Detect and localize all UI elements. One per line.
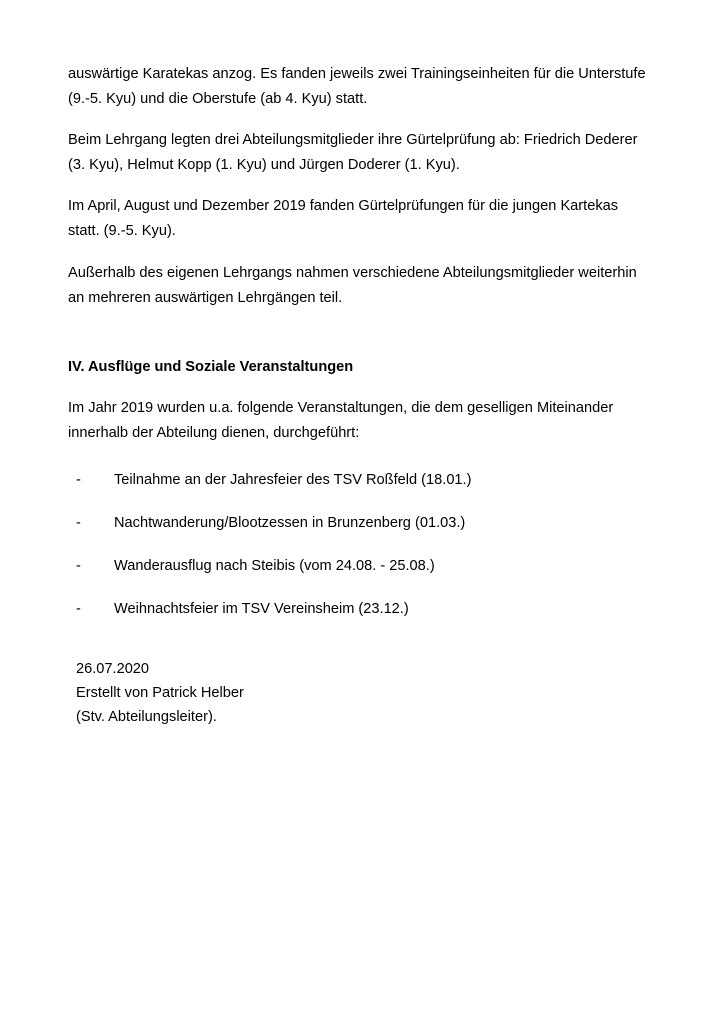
bullet-marker-icon: -: [76, 472, 81, 489]
list-item-label: Nachtwanderung/Blootzessen in Brunzenberg (01.03.): [114, 515, 466, 532]
list-item: [76, 597, 650, 622]
bullet-marker-icon: -: [76, 515, 81, 532]
paragraph-continuation: auswärtige Karatekas anzog. Es fanden jeweils zwei Trainingseinheiten für die Unterstufe (9.-5. Kyu) und die Oberstufe (ab 4. Kyu) statt.: [68, 66, 646, 108]
signature-author: Erstellt von Patrick Helber: [76, 685, 244, 702]
signature-block: [68, 658, 650, 729]
paragraph-external-seminars: Außerhalb des eigenen Lehrgangs nahmen verschiedene Abteilungsmitglieder weiterhin an mehreren auswärtigen Lehrgängen teil.: [68, 264, 637, 306]
signature-date: 26.07.2020: [76, 661, 150, 678]
paragraph-events-intro: Im Jahr 2019 wurden u.a. folgende Veranstaltungen, die dem geselligen Miteinander innerhalb der Abteilung dienen, durchgeführt:: [68, 399, 614, 441]
events-list: [68, 468, 650, 622]
list-item-label: Teilnahme an der Jahresfeier des TSV Roßfeld (18.01.): [114, 472, 472, 489]
paragraph-belt-exams: Beim Lehrgang legten drei Abteilungsmitglieder ihre Gürtelprüfung ab: Friedrich Dederer (3. Kyu), Helmut Kopp (1. Kyu) und Jürgen Doderer (1. Kyu).: [68, 132, 638, 174]
list-item-label: Weihnachtsfeier im TSV Vereinsheim (23.12.): [114, 601, 409, 618]
list-item: [76, 511, 650, 536]
paragraph-youth-exams: Im April, August und Dezember 2019 fanden Gürtelprüfungen für die jungen Kartekas statt. (9.-5. Kyu).: [68, 198, 619, 240]
bullet-marker-icon: -: [76, 558, 81, 575]
section-heading-excursions: IV. Ausflüge und Soziale Veranstaltungen: [68, 358, 354, 375]
signature-role: (Stv. Abteilungsleiter).: [76, 708, 217, 725]
list-item-label: Wanderausflug nach Steibis (vom 24.08. - 25.08.): [114, 558, 435, 575]
list-item: [76, 554, 650, 579]
list-item: [76, 468, 650, 493]
bullet-marker-icon: -: [76, 601, 81, 618]
